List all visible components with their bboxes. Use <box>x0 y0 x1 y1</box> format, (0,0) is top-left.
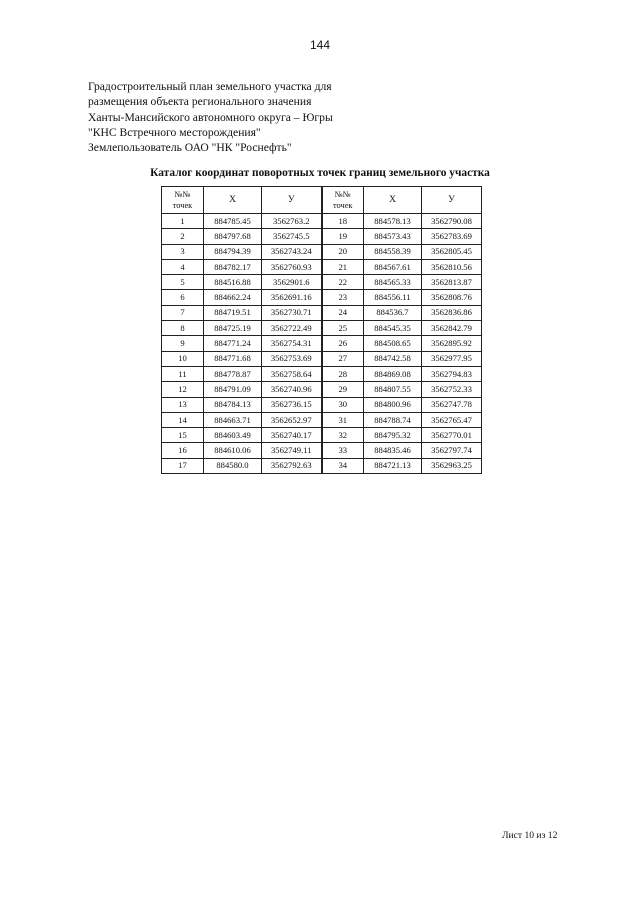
x-coordinate-cell: 884778.87 <box>204 366 262 381</box>
y-coordinate-cell: 3562790.08 <box>422 214 482 229</box>
x-coordinate-cell: 884782.17 <box>204 259 262 274</box>
y-header <box>262 187 322 214</box>
y-coordinate-cell: 3562745.5 <box>262 229 322 244</box>
point-number-cell: 31 <box>322 412 364 427</box>
header-line-2: размещения объекта регионального значения <box>88 95 312 109</box>
y-coordinate-cell: 3562805.45 <box>422 244 482 259</box>
x-coordinate-cell: 884794.39 <box>204 244 262 259</box>
y-header-label: У <box>287 195 295 205</box>
y-coordinate-cell: 3562749.11 <box>262 443 322 458</box>
y-coordinate-cell: 3562736.15 <box>262 397 322 412</box>
y-coordinate-cell: 3562740.17 <box>262 428 322 443</box>
x-coordinate-cell: 884663.71 <box>204 412 262 427</box>
table-header-row <box>162 187 482 214</box>
table-row <box>162 458 482 473</box>
x-header-label: X <box>389 195 396 205</box>
catalog-title: Каталог координат поворотных точек границ земельного участка <box>150 167 490 179</box>
x-coordinate-cell: 884558.39 <box>364 244 422 259</box>
y-coordinate-cell: 3562794.83 <box>422 366 482 381</box>
sheet-footer: Лист 10 из 12 <box>502 830 558 841</box>
y-coordinate-cell: 3562763.2 <box>262 214 322 229</box>
table-row <box>162 397 482 412</box>
document-header <box>88 79 333 155</box>
table-row <box>162 244 482 259</box>
x-coordinate-cell: 884800.96 <box>364 397 422 412</box>
point-number-cell: 19 <box>322 229 364 244</box>
y-coordinate-cell: 3562730.71 <box>262 305 322 320</box>
header-line-3: Ханты-Мансийского автономного округа – Югры <box>88 110 333 124</box>
point-number-cell: 16 <box>162 443 204 458</box>
x-coordinate-cell: 884719.51 <box>204 305 262 320</box>
point-number-cell: 18 <box>322 214 364 229</box>
x-coordinate-cell: 884516.88 <box>204 275 262 290</box>
header-line-4: "КНС Встречного месторождения" <box>88 125 261 139</box>
x-header <box>204 187 262 214</box>
x-coordinate-cell: 884797.68 <box>204 229 262 244</box>
table-row <box>162 321 482 336</box>
x-coordinate-cell: 884556.11 <box>364 290 422 305</box>
point-number-cell: 22 <box>322 275 364 290</box>
point-number-cell: 14 <box>162 412 204 427</box>
point-number-cell: 29 <box>322 382 364 397</box>
table-row <box>162 428 482 443</box>
coordinates-table-body <box>162 214 482 474</box>
y-header <box>422 187 482 214</box>
point-number-cell: 1 <box>162 214 204 229</box>
x-coordinate-cell: 884545.35 <box>364 321 422 336</box>
x-coordinate-cell: 884508.65 <box>364 336 422 351</box>
point-number-cell: 32 <box>322 428 364 443</box>
point-number-header-line1: №№ <box>334 190 351 199</box>
point-number-cell: 20 <box>322 244 364 259</box>
y-coordinate-cell: 3562783.69 <box>422 229 482 244</box>
x-coordinate-cell: 884742.58 <box>364 351 422 366</box>
point-number-cell: 11 <box>162 366 204 381</box>
x-coordinate-cell: 884565.33 <box>364 275 422 290</box>
table-row <box>162 290 482 305</box>
point-number-cell: 17 <box>162 458 204 473</box>
point-number-cell: 3 <box>162 244 204 259</box>
x-coordinate-cell: 884835.46 <box>364 443 422 458</box>
point-number-header <box>322 187 364 214</box>
y-coordinate-cell: 3562652.97 <box>262 412 322 427</box>
y-coordinate-cell: 3562977.95 <box>422 351 482 366</box>
y-coordinate-cell: 3562963.25 <box>422 458 482 473</box>
point-number-cell: 10 <box>162 351 204 366</box>
point-number-header-line2: точек <box>332 201 353 210</box>
y-coordinate-cell: 3562753.69 <box>262 351 322 366</box>
table-row <box>162 336 482 351</box>
y-coordinate-cell: 3562842.79 <box>422 321 482 336</box>
table-row <box>162 366 482 381</box>
x-coordinate-cell: 884785.45 <box>204 214 262 229</box>
table-row <box>162 382 482 397</box>
table-row <box>162 305 482 320</box>
point-number-cell: 12 <box>162 382 204 397</box>
y-coordinate-cell: 3562754.31 <box>262 336 322 351</box>
y-coordinate-cell: 3562901.6 <box>262 275 322 290</box>
y-coordinate-cell: 3562765.47 <box>422 412 482 427</box>
y-coordinate-cell: 3562760.93 <box>262 259 322 274</box>
table-row <box>162 412 482 427</box>
point-number-cell: 13 <box>162 397 204 412</box>
coordinates-table <box>161 186 482 474</box>
table-row <box>162 259 482 274</box>
y-coordinate-cell: 3562752.33 <box>422 382 482 397</box>
x-coordinate-cell: 884603.49 <box>204 428 262 443</box>
x-coordinate-cell: 884807.55 <box>364 382 422 397</box>
y-coordinate-cell: 3562691.16 <box>262 290 322 305</box>
x-coordinate-cell: 884573.43 <box>364 229 422 244</box>
point-number-cell: 34 <box>322 458 364 473</box>
table-row <box>162 275 482 290</box>
x-coordinate-cell: 884725.19 <box>204 321 262 336</box>
point-number-cell: 2 <box>162 229 204 244</box>
y-coordinate-cell: 3562770.01 <box>422 428 482 443</box>
point-number-header-line2: точек <box>172 201 193 210</box>
header-line-5: Землепользователь ОАО "НК "Роснефть" <box>88 141 292 155</box>
x-header <box>364 187 422 214</box>
y-coordinate-cell: 3562722.49 <box>262 321 322 336</box>
point-number-cell: 26 <box>322 336 364 351</box>
x-coordinate-cell: 884869.08 <box>364 366 422 381</box>
x-coordinate-cell: 884788.74 <box>364 412 422 427</box>
x-header-label: X <box>229 195 236 205</box>
x-coordinate-cell: 884795.32 <box>364 428 422 443</box>
table-row <box>162 229 482 244</box>
point-number-cell: 5 <box>162 275 204 290</box>
table-row <box>162 443 482 458</box>
x-coordinate-cell: 884610.06 <box>204 443 262 458</box>
point-number-cell: 6 <box>162 290 204 305</box>
x-coordinate-cell: 884771.68 <box>204 351 262 366</box>
y-coordinate-cell: 3562813.87 <box>422 275 482 290</box>
x-coordinate-cell: 884721.13 <box>364 458 422 473</box>
x-coordinate-cell: 884784.13 <box>204 397 262 412</box>
point-number-cell: 30 <box>322 397 364 412</box>
point-number-cell: 4 <box>162 259 204 274</box>
x-coordinate-cell: 884662.24 <box>204 290 262 305</box>
point-number-cell: 7 <box>162 305 204 320</box>
point-number-cell: 27 <box>322 351 364 366</box>
point-number-cell: 8 <box>162 321 204 336</box>
y-coordinate-cell: 3562747.78 <box>422 397 482 412</box>
y-coordinate-cell: 3562792.63 <box>262 458 322 473</box>
x-coordinate-cell: 884580.0 <box>204 458 262 473</box>
y-coordinate-cell: 3562797.74 <box>422 443 482 458</box>
y-header-label: У <box>448 195 455 205</box>
y-coordinate-cell: 3562808.76 <box>422 290 482 305</box>
y-coordinate-cell: 3562743.24 <box>262 244 322 259</box>
table-row <box>162 214 482 229</box>
point-number-cell: 28 <box>322 366 364 381</box>
y-coordinate-cell: 3562758.64 <box>262 366 322 381</box>
point-number-header-line1: №№ <box>174 190 191 199</box>
y-coordinate-cell: 3562895.92 <box>422 336 482 351</box>
x-coordinate-cell: 884567.61 <box>364 259 422 274</box>
point-number-cell: 21 <box>322 259 364 274</box>
y-coordinate-cell: 3562836.86 <box>422 305 482 320</box>
point-number-header <box>162 187 204 214</box>
x-coordinate-cell: 884536.7 <box>364 305 422 320</box>
x-coordinate-cell: 884578.13 <box>364 214 422 229</box>
table-row <box>162 351 482 366</box>
point-number-cell: 24 <box>322 305 364 320</box>
point-number-cell: 25 <box>322 321 364 336</box>
x-coordinate-cell: 884791.09 <box>204 382 262 397</box>
y-coordinate-cell: 3562810.56 <box>422 259 482 274</box>
point-number-cell: 9 <box>162 336 204 351</box>
x-coordinate-cell: 884771.24 <box>204 336 262 351</box>
point-number-cell: 23 <box>322 290 364 305</box>
header-line-1: Градостроительный план земельного участка для <box>88 80 332 93</box>
page-number: 144 <box>309 38 331 52</box>
point-number-cell: 15 <box>162 428 204 443</box>
point-number-cell: 33 <box>322 443 364 458</box>
y-coordinate-cell: 3562740.96 <box>262 382 322 397</box>
